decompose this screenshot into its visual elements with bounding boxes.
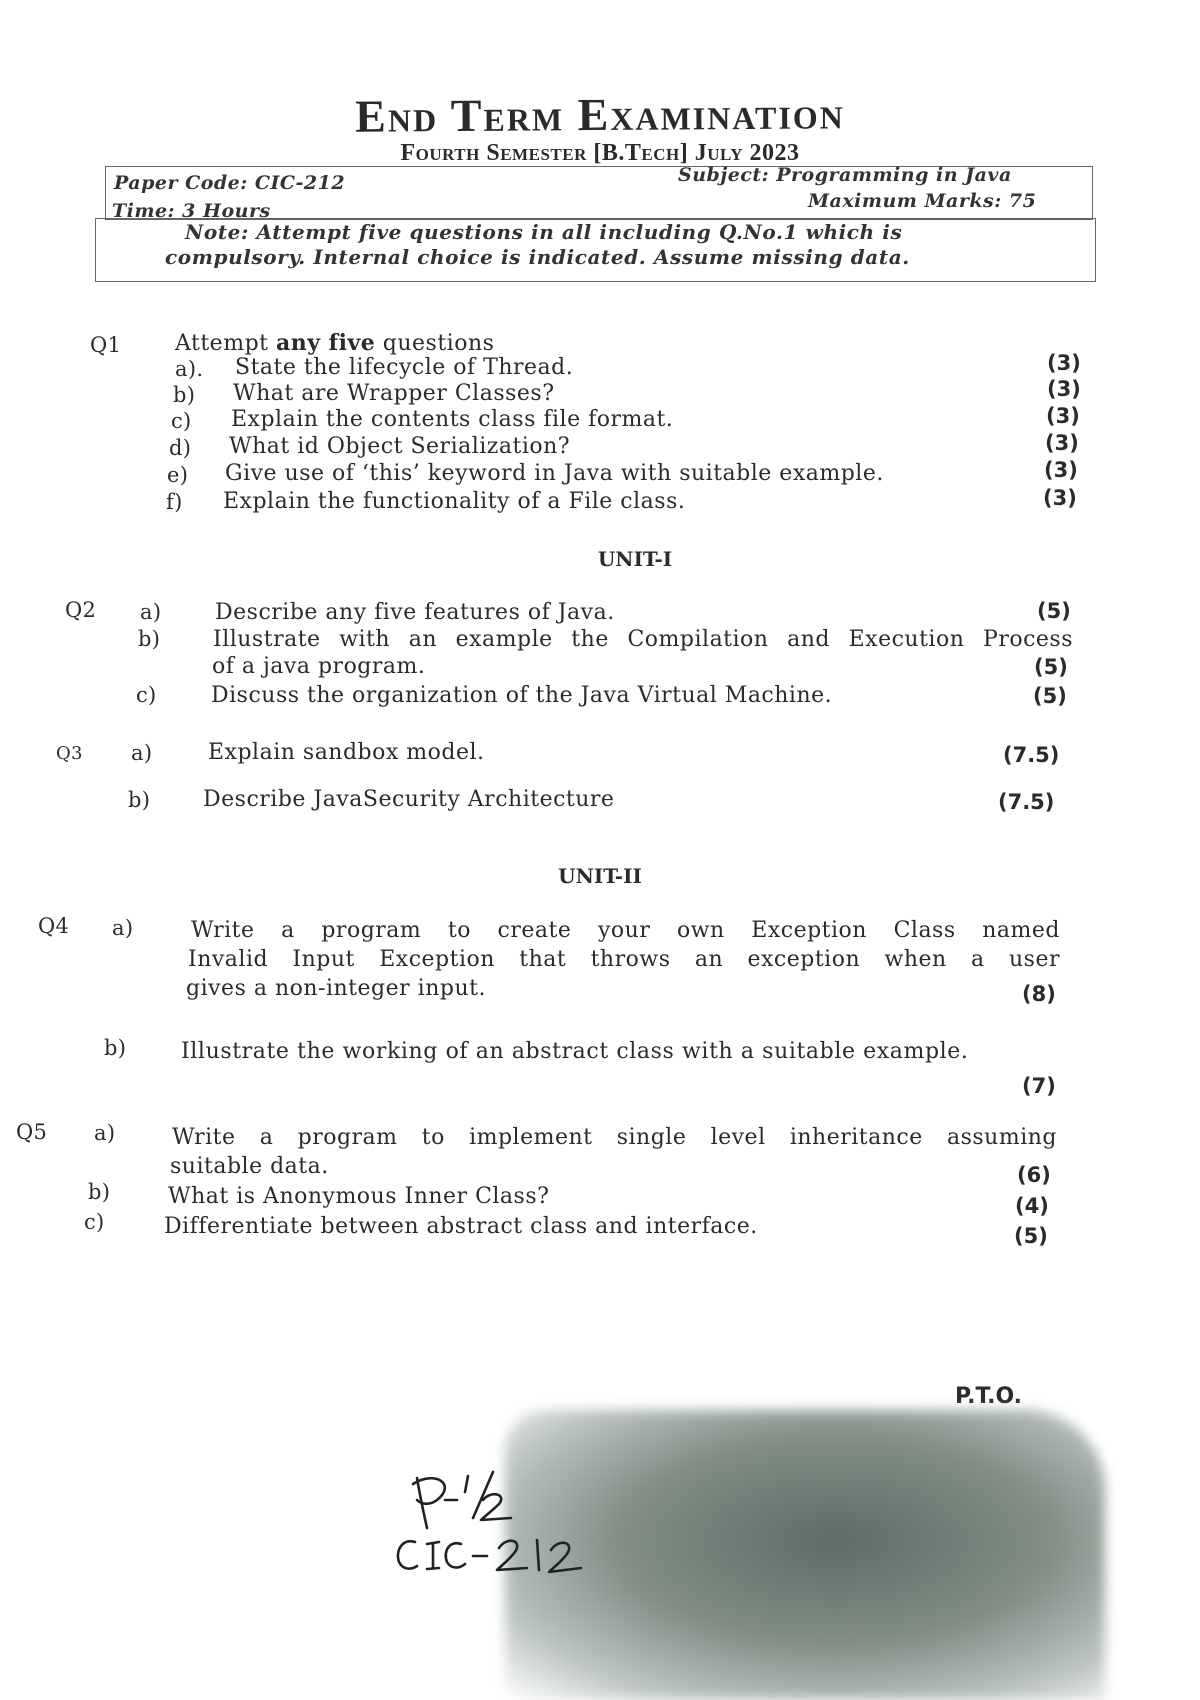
q2-a-label: a) [140, 600, 162, 624]
q5-number: Q5 [16, 1120, 48, 1144]
q4-b-text: Illustrate the working of an abstract class with a suitable example. [181, 1039, 969, 1064]
q5-b-marks: (4) [1015, 1194, 1049, 1218]
q1-a-marks: (3) [1047, 351, 1081, 375]
q5-a-line-1: Write a program to implement single level inheritance assuming [172, 1125, 1057, 1150]
max-marks: Maximum Marks: 75 [808, 190, 1037, 212]
q1-e-label: e) [167, 463, 189, 487]
q2-c-text: Discuss the organization of the Java Virtual Machine. [211, 683, 833, 708]
q5-c-marks: (5) [1014, 1224, 1048, 1248]
q2-c-label: c) [136, 683, 157, 707]
q1-f-label: f) [166, 490, 183, 514]
q1-d-text: What id Object Serialization? [229, 434, 571, 459]
q1-b-text: What are Wrapper Classes? [233, 381, 555, 406]
q1-d-marks: (3) [1045, 431, 1079, 455]
q1-b-marks: (3) [1047, 377, 1081, 401]
q4-a-line-2: Invalid Input Exception that throws an exception when a user [188, 947, 1060, 972]
q4-a-line-3: gives a non-integer input. [186, 976, 486, 1001]
q4-a-marks: (8) [1022, 982, 1056, 1006]
q1-instruction [175, 330, 494, 356]
q1-b-label: b) [173, 383, 196, 407]
q5-a-line-2: suitable data. [170, 1154, 329, 1179]
q2-c-marks: (5) [1033, 684, 1067, 708]
pto-label: P.T.O. [955, 1384, 1023, 1409]
note-line-1: Note: Attempt five questions in all including Q.No.1 which is [185, 220, 903, 244]
q4-a-line-1: Write a program to create your own Exception Class named [191, 918, 1060, 943]
subject: Subject: Programming in Java [678, 164, 1012, 186]
q5-c-text: Differentiate between abstract class and interface. [164, 1214, 758, 1239]
q1-e-text: Give use of ‘this’ keyword in Java with suitable example. [225, 461, 884, 486]
q1-e-marks: (3) [1044, 458, 1078, 482]
q1-c-marks: (3) [1046, 404, 1080, 428]
q1-f-text: Explain the functionality of a File class. [223, 489, 686, 514]
q2-a-text: Describe any five features of Java. [215, 600, 615, 625]
q3-a-label: a) [131, 741, 153, 765]
q1-c-text: Explain the contents class file format. [231, 407, 674, 432]
q3-b-text: Describe JavaSecurity Architecture [203, 787, 615, 812]
q1-a-label: a). [175, 357, 204, 381]
q5-c-label: c) [84, 1210, 105, 1234]
q2-number: Q2 [65, 598, 97, 622]
q1-number: Q1 [90, 333, 122, 357]
q4-number: Q4 [38, 914, 70, 938]
paper-code: Paper Code: CIC-212 [114, 172, 346, 194]
unit-2-heading: UNIT-II [558, 864, 642, 888]
q5-a-marks: (6) [1017, 1163, 1051, 1187]
q4-a-label: a) [112, 916, 134, 940]
q2-b-line-2: of a java program. [212, 654, 426, 679]
q1-c-label: c) [171, 409, 192, 433]
q2-b-label: b) [138, 627, 161, 651]
q1-f-marks: (3) [1043, 486, 1077, 510]
q4-b-marks: (7) [1022, 1074, 1056, 1098]
time: Time: 3 Hours [112, 200, 271, 222]
q1-intro-post: questions [375, 331, 495, 356]
q3-number: Q3 [56, 743, 83, 764]
q1-a-text: State the lifecycle of Thread. [235, 355, 574, 380]
handwritten-annotation [395, 1470, 625, 1595]
q1-intro-pre: Attempt [175, 331, 276, 356]
q3-a-marks: (7.5) [1003, 743, 1060, 767]
q1-d-label: d) [169, 436, 192, 460]
q5-b-label: b) [88, 1180, 111, 1204]
exam-title: End Term Examination [355, 87, 845, 142]
q3-a-text: Explain sandbox model. [208, 740, 485, 765]
q5-a-label: a) [94, 1121, 116, 1145]
q3-b-marks: (7.5) [998, 790, 1055, 814]
unit-1-heading: UNIT-I [597, 547, 673, 571]
q4-b-label: b) [104, 1036, 127, 1060]
q1-intro-bold: any five [275, 330, 376, 356]
note-line-2: compulsory. Internal choice is indicated. Assume missing data. [165, 245, 910, 269]
q2-a-marks: (5) [1037, 599, 1071, 623]
q2-b-line-1: Illustrate with an example the Compilation and Execution Process [213, 627, 1073, 652]
exam-subtitle: Fourth Semester [B.Tech] July 2023 [400, 140, 800, 166]
q2-b-marks: (5) [1034, 655, 1068, 679]
q3-b-label: b) [128, 788, 151, 812]
q5-b-text: What is Anonymous Inner Class? [168, 1184, 550, 1209]
